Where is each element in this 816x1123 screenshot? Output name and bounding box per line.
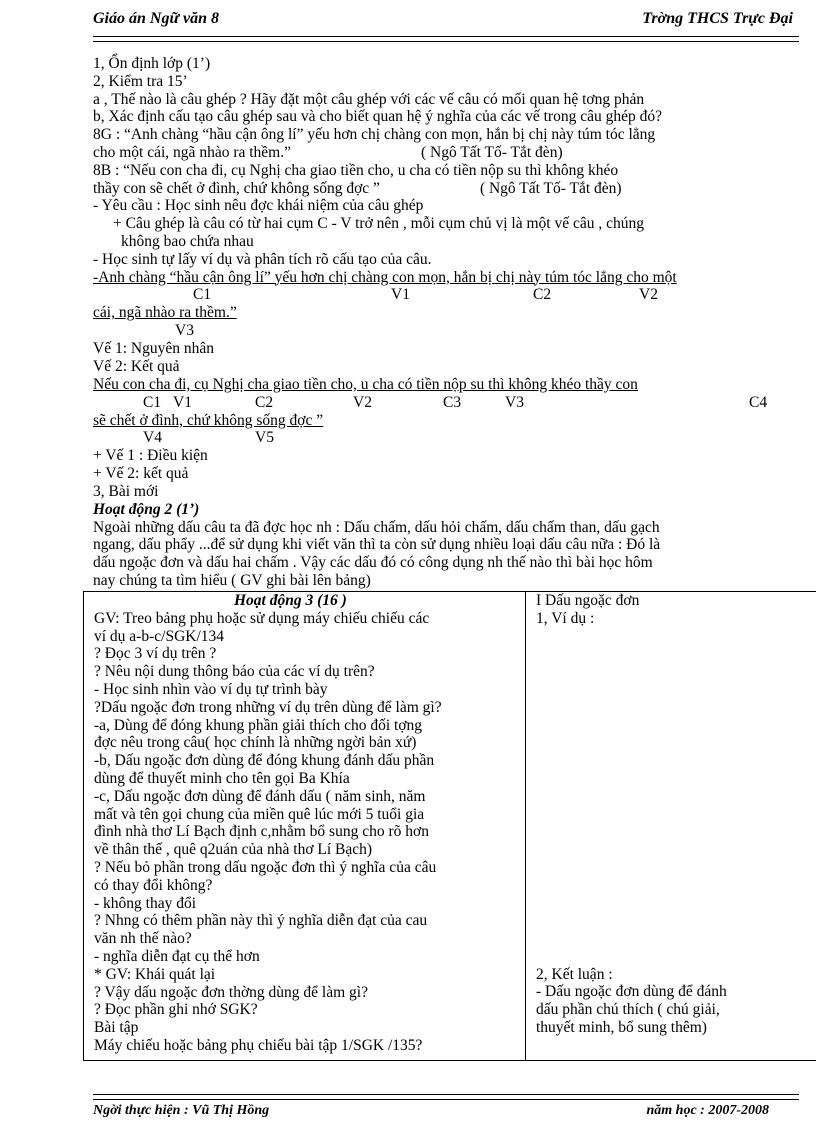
mark: V2 [353, 393, 372, 411]
table-line: dấu phần chú thích ( chú giải, [536, 1001, 720, 1019]
analysis-sentence: cái, ngã nhào ra thềm.” [93, 304, 237, 322]
mark: C4 [749, 393, 768, 411]
table-line: -a, Dùng để đóng khung phần giải thích cho đối tợng [94, 716, 423, 734]
header-school: Trờng THCS Trực Đại [642, 10, 793, 27]
body-line: 2, Kiểm tra 15’ [93, 72, 188, 90]
mark: C2 [533, 286, 552, 304]
body-line: Ngoài những dấu câu ta đã đợc học nh : Dấu chấm, dấu hỏi chấm, dấu chấm than, dấu gạch [93, 518, 660, 536]
mark: C1 [193, 286, 212, 304]
analysis-sentence: sẽ chết ở đình, chứ không sống đợc ” [93, 411, 324, 429]
body-line: 8B : “Nếu con cha đi, cụ Nghị cha giao tiền cho, u cha có tiền nộp su thì không khéo [93, 161, 619, 179]
header-rule [93, 36, 799, 42]
section-heading: Hoạt động 2 (1’) [93, 500, 200, 518]
table-line: ? Nêu nội dung thông báo của các ví dụ trên? [94, 663, 375, 681]
body-line: - Yêu cầu : Học sinh nêu đợc khái niệm của câu ghép [93, 197, 424, 215]
body-line: 3, Bài mới [93, 482, 159, 500]
table-line: ? Vậy dấu ngoặc đơn thờng dùng để làm gì? [94, 983, 368, 1001]
body-line: 8G : “Anh chàng “hầu cận ông lí” yếu hơn chị chàng con mọn, hắn bị chị này túm tóc lẳng [93, 126, 656, 144]
mark: C1 [143, 393, 162, 411]
page-footer [93, 1103, 799, 1123]
body-line: dấu ngoặc đơn và dấu hai chấm . Vậy các dấu đó có công dụng nh thế nào thì bài học hôm [93, 554, 653, 572]
body-line: thầy con sẽ chết ở đình, chứ không sống đợc ” ( Ngô Tất Tố- Tắt đèn) [93, 179, 622, 197]
mark: V1 [391, 286, 410, 304]
lesson-body [93, 55, 805, 590]
table-line: ? Đọc phần ghi nhớ SGK? [94, 1001, 258, 1019]
table-line: đình nhà thơ Lí Bạch định c,nhằm bổ sung cho rõ hơn [94, 823, 429, 841]
table-line: Máy chiếu hoặc bảng phụ chiếu bài tập 1/SGK /135? [94, 1036, 423, 1054]
table-line: - Học sinh nhìn vào ví dụ tự trình bày [94, 680, 328, 698]
table-line: văn nh thế nào? [94, 930, 192, 948]
table-left-column [84, 592, 526, 1060]
table-line: GV: Treo bảng phụ hoặc sử dụng máy chiếu chiếu các [94, 609, 430, 627]
page-header [93, 10, 799, 32]
activity-table [83, 591, 816, 1061]
table-line: ?Dấu ngoặc đơn trong những ví dụ trên dùng để làm gì? [94, 698, 442, 716]
table-line: 2, Kết luận : [536, 965, 613, 983]
body-line: + Vế 2: kết quả [93, 465, 189, 483]
analysis-marks [93, 322, 805, 340]
mark: C3 [443, 393, 462, 411]
table-line: ví dụ a-b-c/SGK/134 [94, 627, 225, 645]
header-subject: Giáo án Ngữ văn 8 [93, 10, 220, 27]
table-line: - Dấu ngoặc đơn dùng để đánh [536, 983, 727, 1001]
table-line: ? Nếu bỏ phần trong dấu ngoặc đơn thì ý nghĩa của câu [94, 858, 437, 876]
table-line: về thân thế , quê q2uán của nhà thơ Lí Bạch) [94, 841, 373, 859]
body-line: cho một cái, ngã nhào ra thềm.” ( Ngô Tất Tố- Tắt đèn) [93, 143, 563, 161]
table-line: Bài tập [94, 1019, 139, 1037]
mark: V2 [639, 286, 658, 304]
footer-year: năm học : 2007-2008 [646, 1103, 769, 1118]
table-line: thuyết minh, bổ sung thêm) [536, 1018, 707, 1036]
footer-rule [93, 1094, 799, 1100]
table-line: đợc nêu trong câu( học chính là những ngời bản xứ) [94, 734, 417, 752]
table-line: ? Đọc 3 ví dụ trên ? [94, 645, 217, 663]
body-line: Vế 1: Nguyên nhân [93, 340, 214, 358]
table-right-column [526, 592, 816, 1060]
body-line: + Vế 1 : Điều kiện [93, 447, 208, 465]
table-line: -b, Dấu ngoặc đơn dùng để đóng khung đánh dấu phần [94, 752, 435, 770]
mark: V5 [255, 429, 274, 447]
table-title: Hoạt động 3 (16 ) [234, 592, 347, 609]
mark: C2 [255, 393, 274, 411]
table-line: - nghĩa diễn đạt cụ thể hơn [94, 947, 260, 965]
table-line: - không thay đổi [94, 894, 197, 912]
analysis-marks [93, 286, 805, 304]
body-line: Vế 2: Kết quả [93, 357, 180, 375]
table-line: có thay đổi không? [94, 876, 213, 894]
body-line: nay chúng ta tìm hiểu ( GV ghi bài lên bảng) [93, 571, 371, 589]
table-line: dùng để thuyết minh cho tên gọi Ba Khía [94, 769, 350, 787]
table-line: mất và tên gọi chung của miền quê lúc mới 5 tuổi gia [94, 805, 425, 823]
body-line: + Câu ghép là câu có từ hai cụm C - V trở nên , mỗi cụm chủ vị là một vế câu , chúng [113, 215, 644, 233]
body-line: b, Xác định cấu tạo câu ghép sau và cho biết quan hệ ý nghĩa của các vế trong câu ghép đó? [93, 108, 662, 126]
analysis-marks [93, 394, 805, 412]
table-line: -c, Dấu ngoặc đơn dùng để đánh dấu ( năm sinh, năm [94, 787, 426, 805]
mark: V4 [143, 429, 162, 447]
mark: V1 [173, 393, 192, 411]
mark: V3 [505, 393, 524, 411]
body-line: - Học sinh tự lấy ví dụ và phân tích rõ cấu tạo của câu. [93, 250, 432, 268]
spacer [536, 628, 816, 966]
table-line: 1, Ví dụ : [536, 609, 595, 627]
analysis-marks [93, 429, 805, 447]
table-line: ? Nhng có thêm phần này thì ý nghĩa diễn đạt của cau [94, 912, 428, 930]
table-line: I Dấu ngoặc đơn [536, 592, 640, 609]
body-line: 1, Ổn định lớp (1’) [93, 55, 211, 72]
analysis-sentence: -Anh chàng “hầu cận ông lí” yếu hơn chị chàng con mọn, hắn bị chị này túm tóc lẳng cho một [93, 268, 677, 286]
body-line: không bao chứa nhau [121, 232, 254, 250]
footer-teacher: Ngời thực hiện : Vũ Thị Hồng [93, 1103, 270, 1118]
body-line: ngang, dấu phẩy ...để sử dụng khi viết văn thì ta còn sử dụng nhiều loại dấu câu nữa : Đó là [93, 536, 661, 554]
table-line: * GV: Khái quát lại [94, 965, 216, 983]
mark: V3 [175, 322, 194, 340]
body-line: a , Thế nào là câu ghép ? Hãy đặt một câu ghép với các vế câu có mối quan hệ tơng phản [93, 90, 645, 108]
analysis-sentence: Nếu con cha đi, cụ Nghị cha giao tiền cho, u cha có tiền nộp su thì không khéo thầy con [93, 375, 638, 393]
